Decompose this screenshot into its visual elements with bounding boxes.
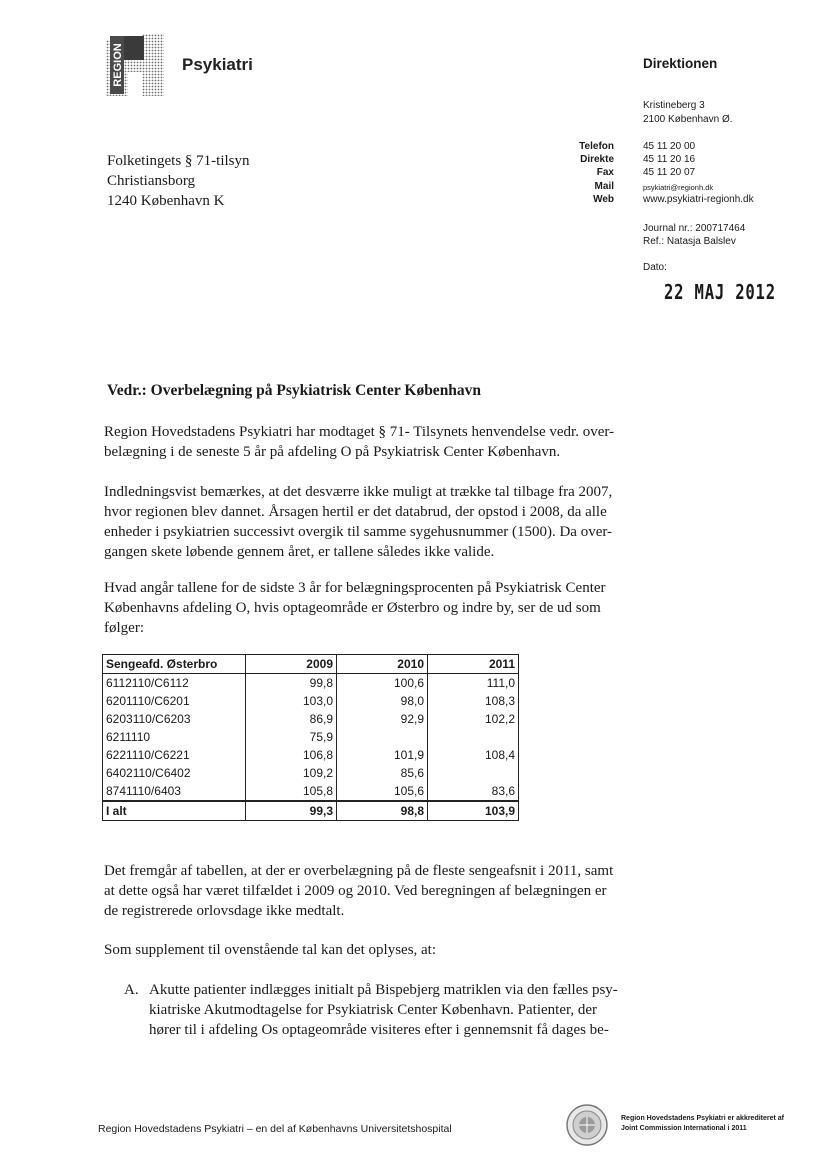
table-cell: 101,9 <box>337 746 428 764</box>
table-cell: 102,2 <box>428 710 519 728</box>
letter-subject: Vedr.: Overbelægning på Psykiatrisk Center København <box>107 382 482 399</box>
occupancy-table <box>102 654 519 821</box>
table-cell: 103,0 <box>246 692 337 710</box>
table-cell: 99,8 <box>246 674 337 693</box>
table-cell: 85,6 <box>337 764 428 782</box>
table-cell: 75,9 <box>246 728 337 746</box>
table-row <box>103 782 519 801</box>
contact-label: Direkte <box>580 154 614 165</box>
logo-lettering: REGION <box>112 43 124 87</box>
brand-name: Psykiatri <box>182 55 253 74</box>
text-line: belægning i de seneste 5 år på afdeling O på Psykiatrisk Center København. <box>104 444 561 460</box>
date-stamp: 22 MAJ 2012 <box>664 280 776 304</box>
table-header: 2011 <box>428 655 519 674</box>
text-line: Indledningsvist bemærkes, at det desværre ikke muligt at trække tal tilbage fra 2007, <box>104 484 613 500</box>
table-cell: 8741110/6403 <box>103 782 246 801</box>
table-cell: 108,3 <box>428 692 519 710</box>
list-marker: A. <box>124 982 139 998</box>
contact-value: www.psykiatri-regionh.dk <box>643 194 754 205</box>
table-cell: 105,6 <box>337 782 428 801</box>
contact-direct <box>560 154 800 167</box>
table-cell: 6203110/C6203 <box>103 710 246 728</box>
table-cell: 103,9 <box>428 801 519 821</box>
contact-label: Mail <box>594 181 614 192</box>
text-line: hvor regionen blev dannet. Årsagen hertil er det databrud, der opstod i 2008, da alle <box>104 504 607 520</box>
contact-mail <box>560 181 800 194</box>
contact-fax <box>560 167 800 180</box>
table-cell: 100,6 <box>337 674 428 693</box>
table-cell: 111,0 <box>428 674 519 693</box>
text-line: kiatriske Akutmodtagelse for Psykiatrisk Center København. Patienter, der <box>149 1002 598 1018</box>
address-line: 2100 København Ø. <box>643 114 733 125</box>
recipient-line: Folketingets § 71-tilsyn <box>107 153 250 169</box>
paragraph <box>104 422 644 462</box>
accreditation-seal-icon <box>565 1103 609 1147</box>
text-line: følger: <box>104 620 144 636</box>
table-cell: 109,2 <box>246 764 337 782</box>
text-line: Hvad angår tallene for de sidste 3 år for belægningsprocenten på Psykiatrisk Center <box>104 580 606 596</box>
footer-text: Region Hovedstadens Psykiatri – en del af Københavns Universitetshospital <box>98 1123 452 1135</box>
table-cell: I alt <box>103 801 246 821</box>
table-cell: 6211110 <box>103 728 246 746</box>
recipient-line: Christiansborg <box>107 173 196 189</box>
text-line: Akutte patienter indlægges initialt på Bispebjerg matriklen via den fælles psy- <box>149 982 618 998</box>
table-cell: 6201110/C6201 <box>103 692 246 710</box>
table-row <box>103 692 519 710</box>
contact-label: Fax <box>596 167 614 178</box>
contact-web <box>560 194 800 207</box>
paragraph <box>104 578 644 638</box>
text-line: Det fremgår af tabellen, at der er overbelægning på de fleste sengeafsnit i 2011, samt <box>104 863 614 879</box>
address-line: Kristineberg 3 <box>643 100 705 111</box>
table-cell: 6402110/C6402 <box>103 764 246 782</box>
contact-value: 45 11 20 00 <box>643 141 696 152</box>
text-line: gangen skete løbende gennem året, er tallene således ikke valide. <box>104 544 495 560</box>
text-line: Region Hovedstadens Psykiatri har modtaget § 71- Tilsynets henvendelse vedr. over- <box>104 424 615 440</box>
table-cell: 108,4 <box>428 746 519 764</box>
table-row <box>103 710 519 728</box>
text-line: Som supplement til ovenstående tal kan det oplyses, at: <box>104 942 437 958</box>
table-cell: 6221110/C6221 <box>103 746 246 764</box>
table-row <box>103 728 519 746</box>
table-row <box>103 674 519 693</box>
contact-label: Telefon <box>579 141 614 152</box>
table-header: 2010 <box>337 655 428 674</box>
text-line: at dette også har været tilfældet i 2009 og 2010. Ved beregningen af belægningen er <box>104 883 607 899</box>
contact-value: 45 11 20 16 <box>643 154 696 165</box>
table-cell: 106,8 <box>246 746 337 764</box>
table-cell <box>337 728 428 746</box>
table-cell: 92,9 <box>337 710 428 728</box>
contact-value: psykiatri@regionh.dk <box>643 183 714 192</box>
contact-phone <box>560 141 800 154</box>
table-cell <box>428 728 519 746</box>
table-cell: 99,3 <box>246 801 337 821</box>
contact-value: 45 11 20 07 <box>643 167 696 178</box>
paragraph <box>104 861 644 921</box>
list-item-text <box>149 980 618 1040</box>
table-row <box>103 764 519 782</box>
table-row <box>103 746 519 764</box>
table-header-row <box>103 655 519 674</box>
paragraph <box>104 482 644 562</box>
journal-number: Journal nr.: 200717464 <box>643 223 746 234</box>
table-cell <box>428 764 519 782</box>
table-cell: 6112110/C6112 <box>103 674 246 693</box>
table-header: 2009 <box>246 655 337 674</box>
text-line: de registrerede orlovsdage ikke medtalt. <box>104 903 345 919</box>
text-line: enheder i psykiatrien successivt overgik til samme sygehusnummer (1500). Da over- <box>104 524 613 540</box>
paragraph <box>104 940 644 960</box>
region-h-logo <box>106 34 166 96</box>
table-header: Sengeafd. Østerbro <box>103 655 246 674</box>
contact-label: Web <box>593 194 614 205</box>
table-cell: 98,0 <box>337 692 428 710</box>
table-cell: 105,8 <box>246 782 337 801</box>
table-cell: 98,8 <box>337 801 428 821</box>
reference: Ref.: Natasja Balslev <box>643 236 736 247</box>
recipient-line: 1240 København K <box>107 193 225 209</box>
department-name: Direktionen <box>643 56 718 71</box>
text-line: hører til i afdeling Os optageområde visiteres efter i gennemsnit få dages be- <box>149 1022 609 1038</box>
accreditation-text: Region Hovedstadens Psykiatri er akkrediteret af <box>621 1115 785 1122</box>
table-cell: 86,9 <box>246 710 337 728</box>
text-line: Københavns afdeling O, hvis optageområde er Østerbro og indre by, ser de ud som <box>104 600 601 616</box>
table-total-row <box>103 801 519 821</box>
accreditation-text: Joint Commission International i 2011 <box>621 1125 747 1132</box>
table-cell: 83,6 <box>428 782 519 801</box>
date-label: Dato: <box>643 262 667 273</box>
